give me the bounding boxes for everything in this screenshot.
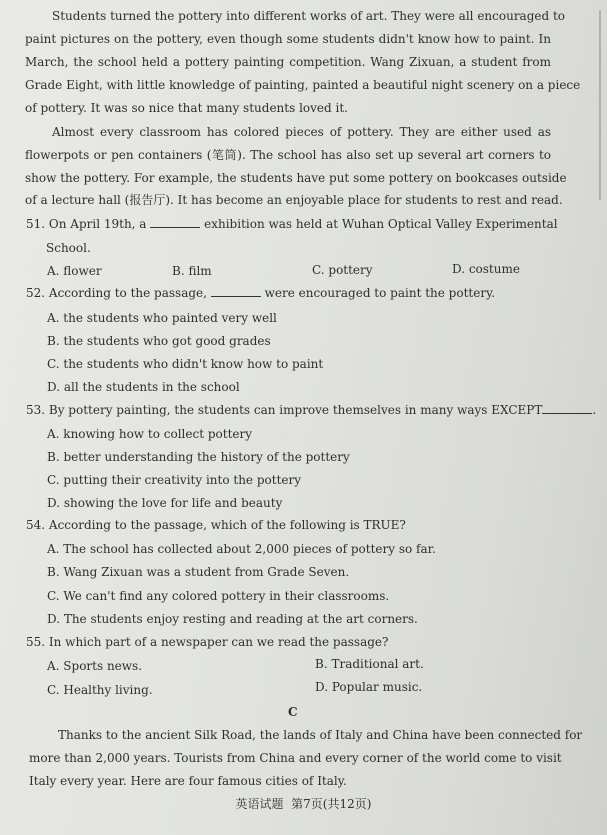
question-53-stem: 53. By pottery painting, the students can improve themselves in many ways EXCEPT . [26, 403, 597, 417]
passage-line: show the pottery. For example, the students have put some pottery on bookcases outside [25, 171, 567, 185]
passage-line: Almost every classroom has colored pieces of pottery. They are either used as [52, 125, 551, 139]
stem-text: were encouraged to paint the pottery. [264, 286, 496, 300]
question-55-stem: 55. In which part of a newspaper can we read the passage? [26, 635, 389, 649]
question-51-stem-cont: School. [46, 241, 91, 255]
page-edge-shadow [599, 10, 601, 200]
answer-blank [150, 215, 200, 228]
answer-blank [542, 401, 592, 414]
answer-blank [211, 284, 261, 297]
passage-line: Grade Eight, with little knowledge of painting, painted a beautiful night scenery on a piece [25, 78, 581, 92]
option-d: D. The students enjoy resting and reading at the art corners. [47, 612, 418, 626]
option-a: A. Sports news. [47, 659, 143, 673]
question-52-stem [26, 283, 552, 303]
option-a: A. flower [47, 264, 102, 278]
option-b: B. film [172, 264, 212, 278]
stem-text: 51. On April 19th, a [26, 217, 147, 231]
passage-line: more than 2,000 years. Tourists from China and every corner of the world come to visit [29, 751, 562, 765]
question-54-stem: 54. According to the passage, which of the following is TRUE? [26, 518, 406, 532]
option-b: B. Wang Zixuan was a student from Grade Seven. [47, 565, 350, 579]
section-heading: C [288, 705, 298, 719]
passage-line: Students turned the pottery into different works of art. They were all encouraged to [52, 9, 566, 23]
option-a: A. The school has collected about 2,000 pieces of pottery so far. [47, 542, 436, 556]
passage-line: of pottery. It was so nice that many students loved it. [25, 101, 348, 115]
option-a: A. knowing how to collect pottery [47, 427, 253, 441]
passage-line: Thanks to the ancient Silk Road, the lands of Italy and China have been connected for [58, 728, 583, 742]
stem-text: exhibition was held at Wuhan Optical Valley Experimental [204, 217, 558, 231]
stem-text: 52. According to the passage, [26, 286, 207, 300]
option-b: B. the students who got good grades [47, 334, 271, 348]
question-51-stem [26, 214, 558, 234]
passage-line: flowerpots or pen containers (笔筒). The school has also set up several art corners to [25, 148, 551, 162]
option-b: B. Traditional art. [315, 657, 424, 671]
page-footer: 英语试题 第7页(共12页) [235, 797, 372, 811]
passage-line: of a lecture hall (报告厅). It has become an enjoyable place for students to rest and read. [25, 193, 563, 207]
passage-line: paint pictures on the pottery, even though some students didn't know how to paint. In [25, 32, 551, 46]
option-c: C. We can't find any colored pottery in their classrooms. [47, 589, 390, 603]
passage-line: March, the school held a pottery painting competition. Wang Zixuan, a student from [25, 55, 551, 69]
option-d: D. showing the love for life and beauty [47, 496, 283, 510]
option-c: C. pottery [312, 263, 373, 277]
passage-line: Italy every year. Here are four famous cities of Italy. [29, 774, 347, 788]
option-d: D. all the students in the school [47, 380, 240, 394]
option-c: C. Healthy living. [47, 683, 153, 697]
option-d: D. costume [452, 262, 520, 276]
option-a: A. the students who painted very well [47, 311, 277, 325]
stem-text: 53. By pottery painting, the students can improve themselves in many ways EXCEPT [26, 403, 543, 417]
option-d: D. Popular music. [315, 680, 423, 694]
option-b: B. better understanding the history of the pottery [47, 450, 350, 464]
option-c: C. putting their creativity into the pottery [47, 473, 302, 487]
option-c: C. the students who didn't know how to paint [47, 357, 324, 371]
